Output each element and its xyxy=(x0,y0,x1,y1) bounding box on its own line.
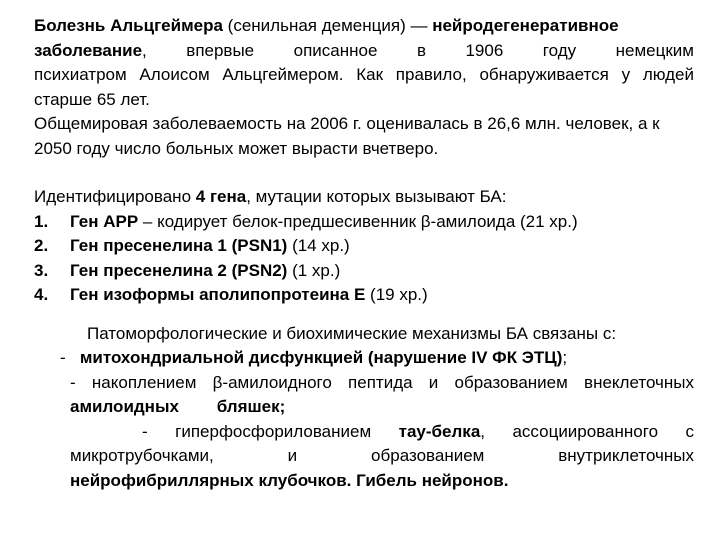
prevalence-line-1: Общемировая заболеваемость на 2006 г. оценивалась в 26,6 млн. человек, а к xyxy=(34,114,660,133)
intro-line-2 xyxy=(34,39,694,64)
disease-synonym: (сенильная деменция) — xyxy=(227,16,428,35)
mechanism-dash: - xyxy=(60,348,66,367)
gene-detail: (1 хр.) xyxy=(287,260,341,280)
intro-line-2-rest: впервые описанное в 1906 году немецким xyxy=(186,40,694,60)
mechanism-2-line-2 xyxy=(34,395,694,420)
gene-list-item xyxy=(34,234,694,259)
mechanism-3-line-1 xyxy=(34,420,694,445)
gene-detail: – кодирует белок-предшесивенник β-амилоида (21 хр.) xyxy=(138,211,578,231)
gene-list-item xyxy=(34,259,694,284)
genes-count: 4 гена xyxy=(195,187,247,206)
gene-name: Ген изоформы аполипопротеина E xyxy=(70,285,366,304)
mechanism-3-post: , ассоциированного с xyxy=(480,421,694,441)
mechanism-2-line-1: - накоплением β-амилоидного пептида и образованием внеклеточных xyxy=(70,372,694,392)
mechanism-3-bold: тау-белка xyxy=(398,421,481,441)
list-number: 3. xyxy=(34,260,49,280)
list-number: 1. xyxy=(34,211,49,231)
intro-line-4: старше 65 лет. xyxy=(34,89,150,109)
disease-term: Болезнь Альцгеймера xyxy=(34,16,223,35)
intro-line-3: психиатром Алоисом Альцгеймером. Как правило, обнаруживается у людей xyxy=(34,65,694,84)
mechanism-3-line-3 xyxy=(34,469,694,494)
list-number: 4. xyxy=(34,285,49,304)
genes-intro xyxy=(34,185,694,210)
gene-name: Ген пресенелина 2 (PSN2) xyxy=(70,260,288,280)
gene-detail: (14 хр.) xyxy=(287,236,350,255)
mechanism-3-line-2: микротрубочками, и образованием внутриклеточных xyxy=(70,446,694,465)
definition-comma: , xyxy=(142,40,147,60)
mechanism-2-bold: амилоидных бляшек; xyxy=(70,397,286,416)
genes-intro-post: , мутации которых вызывают БА: xyxy=(246,187,507,206)
mechanism-1 xyxy=(34,346,694,371)
intro-line-1 xyxy=(34,14,694,39)
mechanism-3-final-bold: нейрофибриллярных клубочков. Гибель нейронов. xyxy=(70,470,509,490)
gene-list-item xyxy=(34,210,694,235)
gene-name: Ген пресенелина 1 (PSN1) xyxy=(70,236,288,255)
mechanism-1-bold: митохондриальной дисфункцией (нарушение IV ФК ЭТЦ) xyxy=(79,348,563,367)
genes-intro-pre: Идентифицировано xyxy=(34,187,192,206)
prevalence-line-2: 2050 году число больных может вырасти вчетверо. xyxy=(34,138,439,158)
gene-name: Ген APP xyxy=(70,211,139,231)
mechanism-3-pre: - гиперфосфорилованием xyxy=(142,421,372,441)
mechanism-1-end: ; xyxy=(562,348,568,367)
spacer xyxy=(34,161,694,185)
gene-detail: (19 хр.) xyxy=(365,285,428,304)
mechanisms-intro: Патоморфологические и биохимические механизмы БА связаны с: xyxy=(87,323,617,343)
definition-bold-b: заболевание xyxy=(34,40,143,60)
list-number: 2. xyxy=(34,236,49,255)
definition-bold-a: нейродегенеративное xyxy=(432,16,619,35)
gene-list-item xyxy=(34,283,694,308)
slide-text xyxy=(34,14,694,493)
